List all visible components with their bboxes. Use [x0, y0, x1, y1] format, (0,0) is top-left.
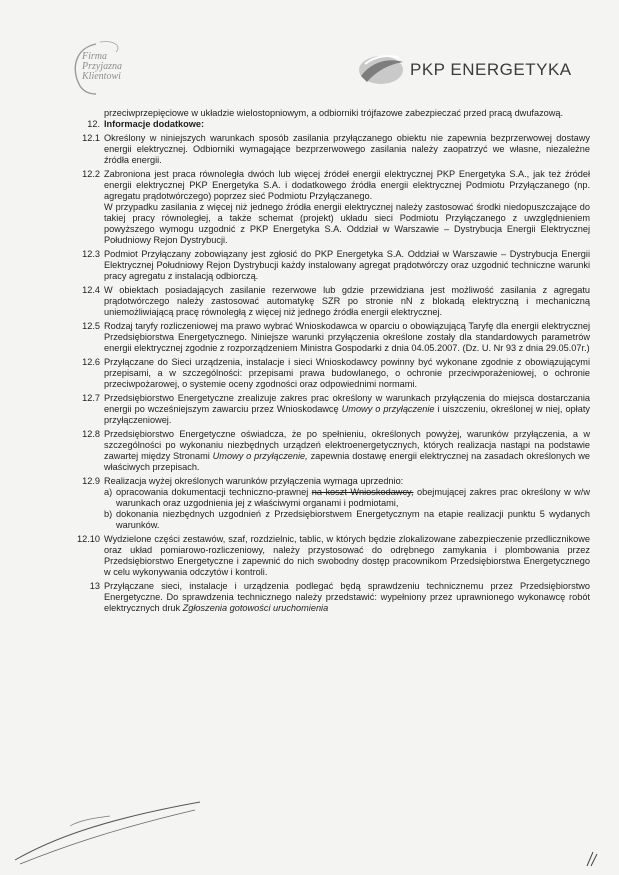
- paragraph-13: [60, 581, 590, 614]
- paragraph-number: 12.7: [82, 393, 100, 403]
- signature-scribble-icon: [10, 790, 210, 870]
- paragraph-number: 12.4: [82, 285, 100, 295]
- section-12-title: Informacje dodatkowe:: [104, 119, 205, 129]
- list-item-text: [116, 487, 590, 509]
- paragraph-12-4: [60, 285, 590, 318]
- paragraph-text-a: Przyłączane sieci, instalacje i urządzenia podlegać będą sprawdzeniu technicznemu przez Przedsiębiorstwo Energetyczne. Do sprawdzenia technicznego należy przedstawić: wypełniony przez uprawnionego wykonawcę robót elektrycznych druk: [104, 581, 590, 613]
- paragraph-12-1: [60, 133, 590, 166]
- paragraph-number: 12.10: [77, 534, 100, 544]
- list-item-letter: a): [104, 487, 113, 497]
- paragraph-12-6: [60, 357, 590, 390]
- paragraph-text-continued: W przypadku zasilania z więcej niż jednego źródła energii elektrycznej należy zastosować środki niedopuszczające do takiej pracy równoległej, a także schemat (projekt) układu sieci Podmiotu Przyłączanego z uwzględnieniem powyższego wymogu uzgodnić z PKP Energetyka S.A. Oddział w Warszawie – Dystrybucja Energii Elektrycznej Południowy Rejon Dystrybucji.: [104, 202, 590, 245]
- paragraph-number: 12.5: [82, 321, 100, 331]
- paragraph-text-c: zapewnia dostawę energii elektrycznej na zasadach określonych we właściwych przepisach.: [104, 451, 590, 472]
- paragraph-text: Rodzaj taryfy rozliczeniowej ma prawo wybrać Wnioskodawca w oparciu o obowiązującą Taryfę dla energii elektrycznej Przedsiębiorstwa Energetycznego. Niniejsze warunki przyłączenia określone zostały dla standardowych parametrów energii elektrycznej zgodnie z rozporządzeniem Ministra Gospodarki z dnia 04.05.2007. (Dz. U. Nr 93 z dnia 29.05.07r.): [104, 321, 590, 353]
- paragraph-text-a: Przedsiębiorstwo Energetyczne oświadcza, że po spełnieniu, określonych powyżej, warunków przyłączenia, a w szczególności po wykonaniu niezbędnych urządzeń elektroenergetycznych, których realizacja nastąpi na podstawie zawartej między Stronami: [104, 429, 590, 461]
- paragraph-number: 12.8: [82, 429, 100, 439]
- pkp-swoosh-icon: [355, 50, 407, 90]
- corner-mark-icon: [585, 848, 599, 868]
- section-12-heading: [60, 119, 590, 130]
- list-item-text-a: opracowania dokumentacji techniczno-prawnej: [116, 487, 309, 497]
- paragraph-text: Określony w niniejszych warunkach sposób zasilania przyłączanego obiektu nie zapewnia bezprzerwowej dostawy energii elektrycznej. Odbiorniki wymagające bezprzerwowego zasilania należy zaopatrzyć we własne, niezależne źródła energii.: [104, 133, 590, 165]
- intro-text: przeciwprzepięciowe w układzie wielostopniowym, a odbiorniki trójfazowe zabezpieczać przed pracą dwufazową.: [104, 108, 564, 118]
- paragraph-number: 12.2: [82, 169, 100, 179]
- paragraph-12-10: [60, 534, 590, 578]
- struck-through-text: na koszt Wnioskodawcy,: [311, 487, 414, 497]
- paragraph-number: 12.9: [82, 476, 100, 486]
- firma-przyjazna-klientowi-logo: [66, 38, 136, 98]
- paragraph-text: Realizacja wyżej określonych warunków przyłączenia wymaga uprzednio:: [104, 476, 404, 486]
- paragraph-text: Podmiot Przyłączany zobowiązany jest zgłosić do PKP Energetyka S.A. Oddział w Warszawie – Dystrybucja Energii Elektrycznej Południowy Rejon Dystrybucji każdy instalowany agregat prądotwórczy oraz uzgodnić techniczne warunki pracy agregatu z instalacją odbiorczą.: [104, 249, 590, 281]
- paragraph-12-5: [60, 321, 590, 354]
- document-body: [60, 108, 590, 614]
- paragraph-text: Wydzielone części zestawów, szaf, rozdzielnic, tablic, w których będzie zlokalizowane zabezpieczenie przedlicznikowe oraz układ pomiarowo-rozliczeniowy, należy przystosować do odrębnego zamykania i plombowania przez Przedsiębiorstwo Energetyczne i zapewnić do nich swobodny dostęp pracownikom Przedsiębiorstwa Energetycznego w celu wykonywania odczytów i kontroli.: [104, 534, 590, 577]
- umowy-o-przylaczenie: Umowy o przyłączenie: [341, 404, 435, 414]
- paragraph-number: 13: [89, 581, 100, 591]
- paragraph-12-8: [60, 429, 590, 473]
- paragraph-text: Przyłączane do Sieci urządzenia, instalacje i sieci Wnioskodawcy powinny być wykonane zgodnie z obowiązującymi przepisami, a w szczególności: przepisami prawa budowlanego, o ochronie przeciwporażeniowej, o ochronie przeciwpożarowej, o systemie oceny zgodności oraz odpowiednimi normami.: [104, 357, 590, 389]
- paragraph-number: 12.6: [82, 357, 100, 367]
- list-item-b: [104, 509, 590, 531]
- firma-line-3: Klientowi: [82, 71, 121, 82]
- paragraph-text: [104, 581, 590, 614]
- paragraph-text: [104, 393, 590, 426]
- pkp-energetyka-logo: [355, 50, 585, 90]
- paragraph-number: 12.3: [82, 249, 100, 259]
- zgloszenia-gotowosci-uruchomienia: Zgłoszenia gotowości uruchomienia: [182, 603, 329, 613]
- paragraph-text-a: Przedsiębiorstwo Energetyczne zrealizuje zakres prac określony w warunkach przyłączenia do miejsca dostarczania energii po wcześniejszym zawarciu przez Wnioskodawcę: [104, 393, 590, 414]
- paragraph-text: W obiektach posiadających zasilanie rezerwowe lub gdzie przewidziana jest możliwość zasilania z agregatu prądotwórczego należy zastosować automatykę SZR po stronie nN z blokadą elektryczną i mechaniczną uniemożliwiającą pracę równoległą z więcej niż jednego źródła energii elektrycznej.: [104, 285, 590, 317]
- company-name: PKP ENERGETYKA: [410, 60, 572, 79]
- list-item-text-b: obejmującej zakres prac określony w w/w warunkach oraz uzgodnienia jej z właściwymi organami i podmiotami,: [116, 487, 590, 508]
- umowy-o-przylaczenie: Umowy o przyłączenie,: [212, 451, 308, 461]
- paragraph-number: 12.1: [82, 133, 100, 143]
- paragraph-text-c: i uiszczeniu, określonej w niej, opłaty przyłączeniowej.: [104, 404, 590, 425]
- list-item-letter: b): [104, 509, 113, 519]
- firma-line-1: Firma: [82, 51, 107, 62]
- firma-line-2: Przyjazna: [82, 61, 122, 72]
- paragraph-12-9: [60, 476, 590, 531]
- list-item-text: dokonania niezbędnych uzgodnień z Przedsiębiorstwem Energetycznym na etapie realizacji punktu 5 wydanych warunków.: [116, 509, 590, 530]
- paragraph-text: [104, 429, 590, 473]
- list-item-a: [104, 487, 590, 509]
- intro-paragraph: [60, 108, 590, 119]
- firma-logo-text: [82, 52, 122, 82]
- section-12-number: 12.: [87, 119, 100, 129]
- paragraph-12-7: [60, 393, 590, 426]
- paragraph-12-2: [60, 169, 590, 246]
- paragraph-12-3: [60, 249, 590, 282]
- paragraph-text: Zabroniona jest praca równoległa dwóch lub więcej źródeł energii elektrycznej PKP Energetyka S.A., jak też źródeł energii elektrycznej PKP Energetyka S.A. i dodatkowego źródła energii elektrycznej Podmiotu Przyłączanego (np. agregatu prądotwórczego) poprzez sieć Podmiotu Przyłączanego.: [104, 169, 590, 201]
